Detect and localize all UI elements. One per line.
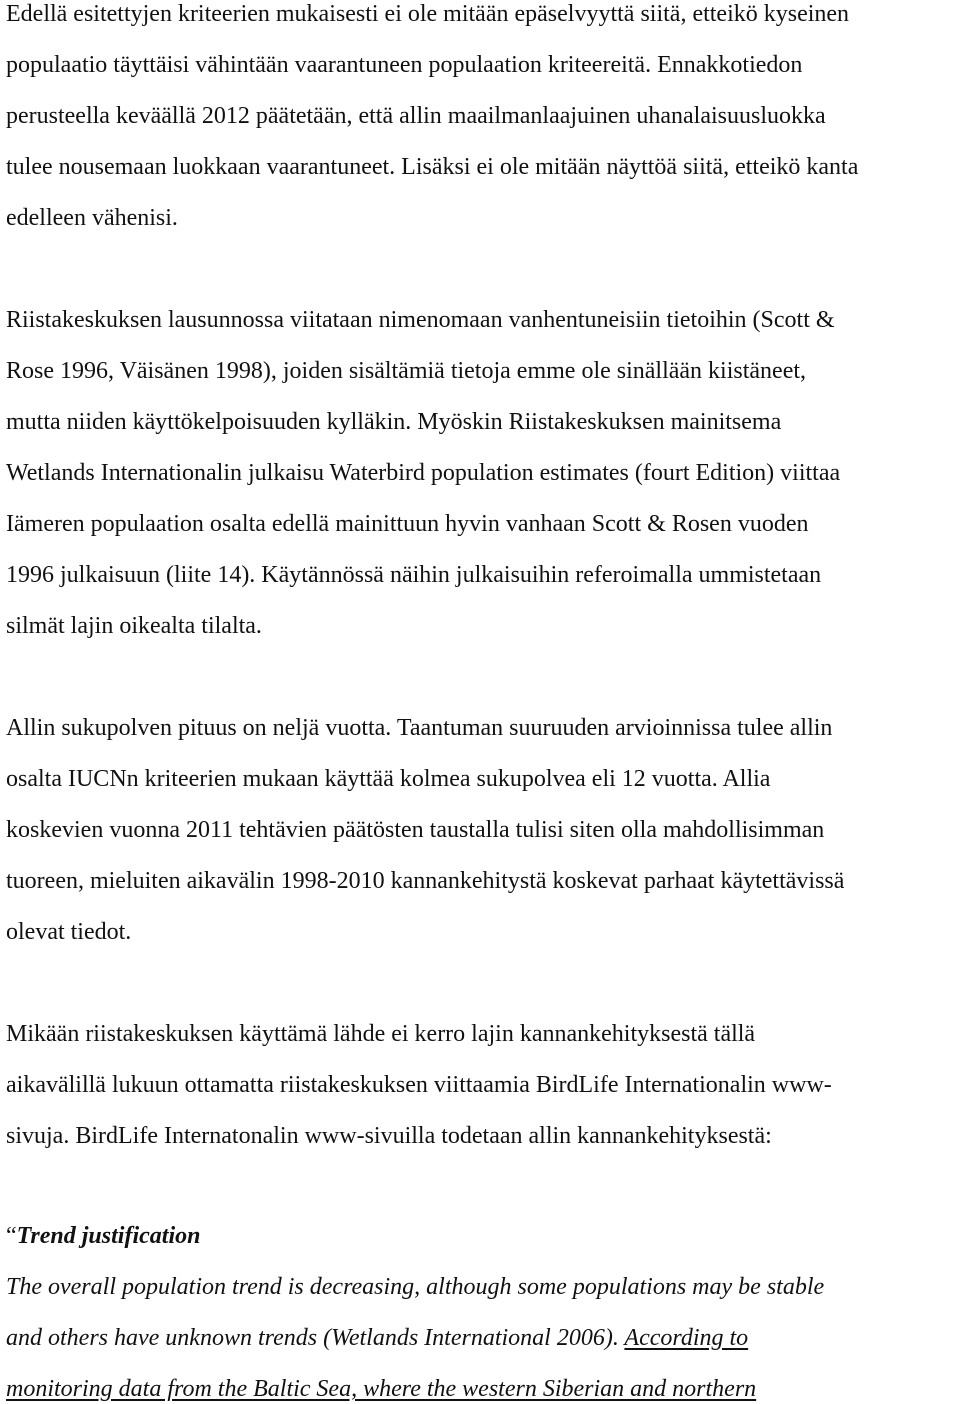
quote-line-1: The overall population trend is decreasing, although some populations may be stable xyxy=(6,1274,825,1300)
quote-line-2-text: and others have unknown trends (Wetlands International 2006). xyxy=(6,1325,625,1351)
paragraph-2-line-6: 1996 julkaisuun (liite 14). Käytännössä näihin julkaisuihin referoimalla ummistetaan xyxy=(6,562,822,588)
paragraph-3-line-4: tuoreen, mieluiten aikavälin 1998-2010 kannankehitystä koskevat parhaat käytettävissä xyxy=(6,868,845,894)
paragraph-3-line-2: osalta IUCNn kriteerien mukaan käyttää kolmea sukupolvea eli 12 vuotta. Allia xyxy=(6,766,771,792)
paragraph-2-line-4: Wetlands Internationalin julkaisu Waterbird population estimates (fourt Edition) viittaa xyxy=(6,460,841,486)
paragraph-4-line-2: aikavälillä lukuun ottamatta riistakeskuksen viittaamia BirdLife Internationalin www- xyxy=(6,1072,832,1098)
paragraph-2-line-2: Rose 1996, Väisänen 1998), joiden sisältämiä tietoja emme ole sinällään kiistäneet, xyxy=(6,358,807,384)
paragraph-4-line-3: sivuja. BirdLife Internatonalin www-sivuilla todetaan allin kannankehityksestä: xyxy=(6,1123,772,1149)
paragraph-2-line-7: silmät lajin oikealta tilalta. xyxy=(6,613,262,639)
paragraph-1-line-4: tulee nousemaan luokkaan vaarantuneet. Lisäksi ei ole mitään näyttöä siitä, etteikö kanta xyxy=(6,154,859,180)
paragraph-1-line-2: populaatio täyttäisi vähintään vaarantuneen populaation kriteereitä. Ennakkotiedon xyxy=(6,52,803,78)
paragraph-3-line-3: koskevien vuonna 2011 tehtävien päätösten taustalla tulisi siten olla mahdollisimman xyxy=(6,817,825,843)
paragraph-2-line-1: Riistakeskuksen lausunnossa viitataan nimenomaan vanhentuneisiin tietoihin (Scott & xyxy=(6,307,835,333)
paragraph-2-line-5: Iämeren populaation osalta edellä mainittuun hyvin vanhaan Scott & Rosen vuoden xyxy=(6,511,809,537)
paragraph-1-line-1: Edellä esitettyjen kriteerien mukaisesti ei ole mitään epäselvyyttä siitä, etteikö kyseinen xyxy=(6,1,850,27)
paragraph-2-line-3: mutta niiden käyttökelpoisuuden kylläkin. Myöskin Riistakeskuksen mainitsema xyxy=(6,409,782,435)
paragraph-3-line-5: olevat tiedot. xyxy=(6,919,132,945)
paragraph-1-line-5: edelleen vähenisi. xyxy=(6,205,178,231)
quote-line-3-underlined: monitoring data from the Baltic Sea, where the western Siberian and northern xyxy=(6,1376,757,1402)
paragraph-3-line-1: Allin sukupolven pituus on neljä vuotta. Taantuman suuruuden arvioinnissa tulee allin xyxy=(6,715,833,741)
quote-line-2-underlined: According to xyxy=(624,1325,749,1351)
paragraph-1-line-3: perusteella keväällä 2012 päätetään, että allin maailmanlaajuinen uhanalaisuusluokka xyxy=(6,103,826,129)
paragraph-4-line-1: Mikään riistakeskuksen käyttämä lähde ei kerro lajin kannankehityksestä tällä xyxy=(6,1021,756,1047)
quote-open-mark: “ xyxy=(6,1223,17,1249)
trend-justification-heading: Trend justification xyxy=(16,1223,201,1249)
quote-line-2 xyxy=(6,1324,748,1352)
quote-heading-line xyxy=(6,1222,200,1250)
